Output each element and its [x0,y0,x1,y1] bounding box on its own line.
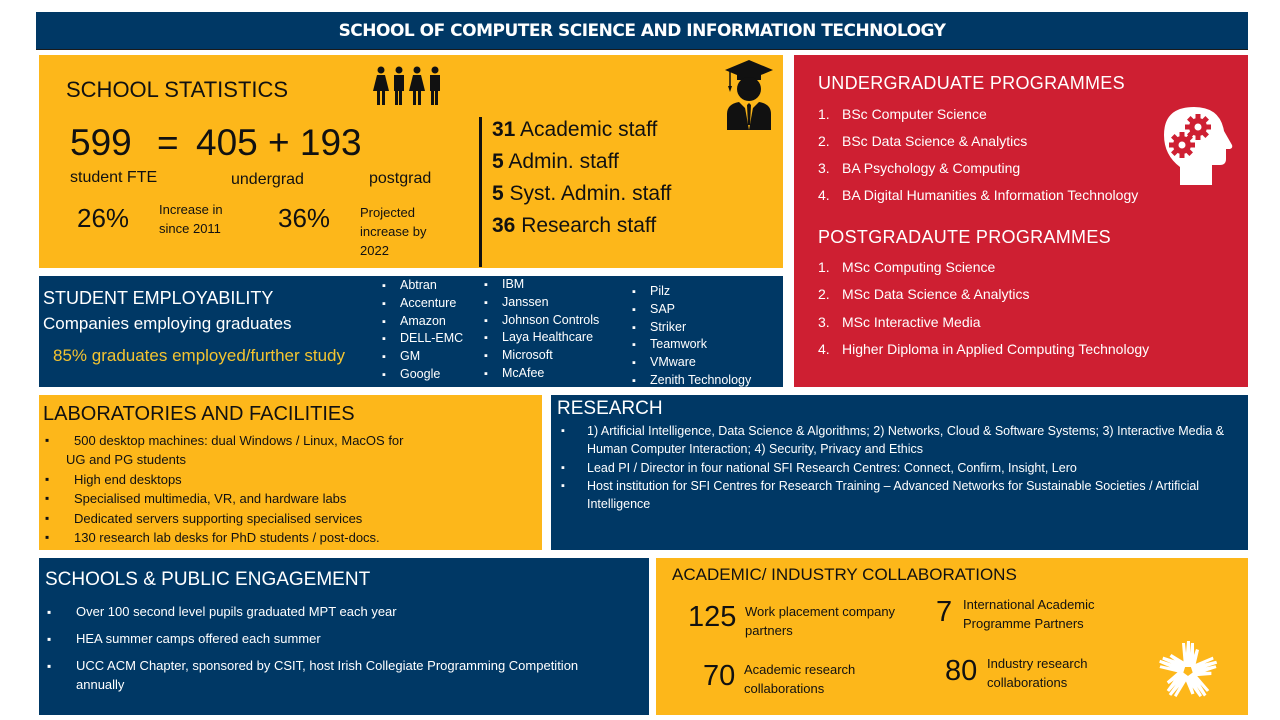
page-title: SCHOOL OF COMPUTER SCIENCE AND INFORMATION TECHNOLOGY [338,20,946,41]
graduate-icon [724,58,774,130]
undergraduate-item: 1. BSc Computer Science [818,106,987,122]
school-statistics-panel [39,55,783,268]
collab-label-industry: Industry research collaborations [987,656,1088,690]
collab-label-academic: Academic research collaborations [744,662,856,696]
company-item: ▪ Johnson Controls [484,312,599,330]
collab-count-work-placement: 125 [688,601,737,633]
employment-rate: 85% graduates employed/further study [53,346,346,365]
company-item: ▪ GM [382,348,463,366]
increase-label: Increase in since 2011 [159,202,223,236]
facility-item: ▪ Dedicated servers supporting specialised services [45,509,535,528]
company-item: ▪ Pilz [632,283,751,301]
staff-research: 36 Research staff [492,214,657,237]
staff-admin: 5 Admin. staff [492,150,619,173]
increase-percentage: 26% [77,203,130,233]
company-item: ▪ IBM [484,276,599,294]
company-item: ▪ Amazon [382,313,463,331]
programmes-panel [794,55,1248,387]
engagement-item: ▪ HEA summer camps offered each summer [47,630,607,649]
laboratories-panel [39,395,542,550]
undergraduate-item: 3. BA Psychology & Computing [818,160,1021,176]
company-item: ▪ SAP [632,301,751,319]
section-title: STUDENT EMPLOYABILITY [43,288,274,308]
postgraduate-title: POSTGRADAUTE PROGRAMMES [818,227,1111,247]
hands-together-icon [1154,640,1222,702]
company-list-3 [632,283,751,390]
company-item: ▪ Google [382,366,463,384]
research-item: ▪ Lead PI / Director in four national SFI Research Centres: Connect, Confirm, Insight, Lero [561,459,1231,477]
company-item: ▪ Striker [632,319,751,337]
staff-syst-admin: 5 Syst. Admin. staff [492,182,672,205]
company-item: ▪ DELL-EMC [382,330,463,348]
collab-count-academic: 70 [703,660,736,692]
page-header [36,12,1248,50]
company-list-2 [484,276,599,383]
undergraduate-title: UNDERGRADUATE PROGRAMMES [818,73,1125,93]
breakdown-value: 405 + 193 [196,122,362,163]
facility-item: ▪ 130 research lab desks for PhD students / post-docs. [45,528,535,547]
collab-label-work-placement: Work placement company partners [745,604,896,638]
facilities-list [45,431,535,547]
company-item: ▪ McAfee [484,365,599,383]
postgraduate-item: 2. MSc Data Science & Analytics [818,286,1030,302]
total-students-value: 599 [70,122,132,163]
engagement-list [47,603,607,703]
facility-item: ▪ Specialised multimedia, VR, and hardware labs [45,489,535,508]
company-item: ▪ Accenture [382,295,463,313]
company-item: ▪ Microsoft [484,347,599,365]
facility-item: ▪ 500 desktop machines: dual Windows / Linux, MacOS for UG and PG students [45,431,535,470]
engagement-item: ▪ Over 100 second level pupils graduated MPT each year [47,603,607,622]
company-item: ▪ Zenith Technology [632,372,751,390]
research-list [561,422,1231,513]
undergraduate-item: 2. BSc Data Science & Analytics [818,133,1028,149]
collab-label-international: International Academic Programme Partners [963,597,1095,631]
facility-item: ▪ High end desktops [45,470,535,489]
collaborations-panel [656,558,1248,715]
section-subtitle: Companies employing graduates [43,314,292,333]
section-title: RESEARCH [557,398,663,419]
company-item: ▪ VMware [632,354,751,372]
engagement-item: ▪ UCC ACM Chapter, sponsored by CSIT, host Irish Collegiate Programming Competition annually [47,657,607,694]
section-title: ACADEMIC/ INDUSTRY COLLABORATIONS [672,565,1017,584]
employability-panel [39,276,783,387]
section-title: SCHOOL STATISTICS [66,77,289,102]
undergrad-label: undergrad [231,171,304,188]
projected-label: Projected increase by 2022 [360,205,427,258]
projected-percentage: 36% [278,203,331,233]
people-group-icon [372,66,446,106]
company-list-1 [382,277,463,384]
equals-sign: = [157,122,179,163]
postgraduate-item: 1. MSc Computing Science [818,259,996,275]
total-label: student FTE [70,169,158,186]
postgrad-label: postgrad [369,170,432,187]
section-title: SCHOOLS & PUBLIC ENGAGEMENT [45,569,371,590]
company-item: ▪ Teamwork [632,336,751,354]
research-item: ▪ Host institution for SFI Centres for Research Training – Advanced Networks for Sustainable Societies / Artificial Intelligence [561,477,1231,514]
engagement-panel [39,558,649,715]
head-gears-icon [1162,105,1234,185]
staff-academic: 31 Academic staff [492,118,658,141]
postgraduate-item: 4. Higher Diploma in Applied Computing Technology [818,341,1150,357]
postgraduate-item: 3. MSc Interactive Media [818,314,981,330]
undergraduate-item: 4. BA Digital Humanities & Information Technology [818,187,1139,203]
company-item: ▪ Janssen [484,294,599,312]
company-item: ▪ Laya Healthcare [484,329,599,347]
company-item: ▪ Abtran [382,277,463,295]
collab-count-international: 7 [936,596,953,628]
divider [479,117,482,267]
section-title: LABORATORIES AND FACILITIES [43,403,355,425]
collab-count-industry: 80 [945,655,978,687]
research-panel [551,395,1248,550]
research-item: ▪ 1) Artificial Intelligence, Data Science & Algorithms; 2) Networks, Cloud & Software Systems; 3) Interactive Media & Human Computer Interaction; 4) Security, Privacy and Ethics [561,422,1231,459]
